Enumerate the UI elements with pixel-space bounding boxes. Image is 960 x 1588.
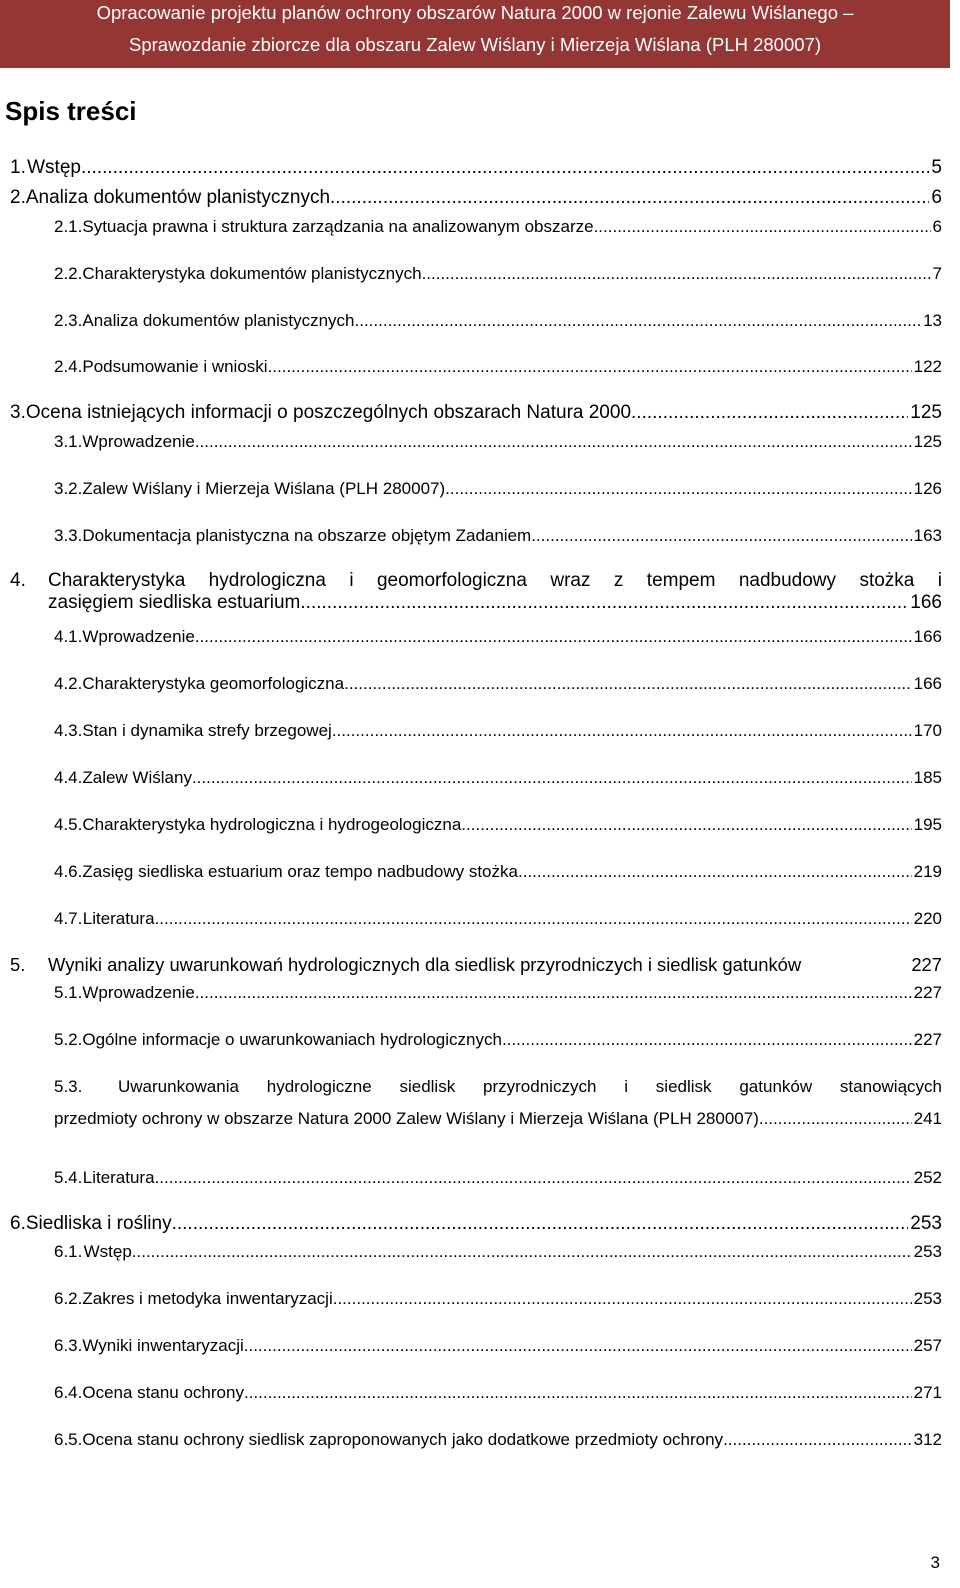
toc-entry-number: 4.4. <box>54 768 83 787</box>
toc-entry-text: Zakres i metodyka inwentaryzacji <box>82 1289 333 1308</box>
toc-entry-number: 4.1. <box>54 627 83 646</box>
toc-entry-text: Wyniki analizy uwarunkowań hydrologicznych dla siedlisk przyrodniczych i siedlisk gatunków <box>48 954 802 975</box>
toc-entry[interactable] <box>0 570 942 614</box>
toc-entry-page: 6 <box>931 187 942 208</box>
toc-entry-page: 227 <box>913 983 942 1002</box>
toc-title: Spis treści <box>5 96 137 126</box>
toc-entry-text: Charakterystyka dokumentów planistycznych <box>82 264 422 283</box>
toc-entry[interactable] <box>0 674 942 694</box>
toc-entry-page: 125 <box>913 432 942 451</box>
toc-entry-number: 5.4. <box>54 1168 83 1187</box>
toc-entry-number: 2.2. <box>54 264 83 283</box>
toc-entry[interactable] <box>0 479 942 499</box>
toc-entry-text: Dokumentacja planistyczna na obszarze objętym Zadaniem <box>82 526 532 545</box>
toc-entry-page: 126 <box>913 479 942 498</box>
toc-entry-number: 5.3. <box>54 1077 83 1096</box>
toc-entry-page: 253 <box>913 1242 942 1261</box>
toc-entry-text-line-2: zasięgiem siedliska estuarium <box>48 592 301 613</box>
toc-entry[interactable] <box>0 217 942 237</box>
toc-entry-page: 125 <box>910 402 942 423</box>
toc-entry-text: Zalew Wiślany <box>82 768 192 787</box>
toc-entry-number: 6.2. <box>54 1289 83 1308</box>
toc-entry-number: 5.2. <box>54 1030 83 1049</box>
toc-entry-text: Wstęp <box>27 157 81 178</box>
toc-entry[interactable] <box>0 157 942 179</box>
toc-entry-page: 122 <box>913 357 942 376</box>
toc-entry-text: Siedliska i rośliny <box>25 1213 172 1234</box>
toc-entry-number: 5.1. <box>54 983 83 1002</box>
toc-entry[interactable] <box>0 402 942 424</box>
toc-entry-text-line-1: Charakterystyka hydrologiczna i geomorfologiczna wraz z tempem nadbudowy stożka i <box>48 570 942 591</box>
toc-entry[interactable] <box>0 815 942 835</box>
toc-entry-number: 2.1. <box>54 217 83 236</box>
toc-entry-text: Charakterystyka geomorfologiczna <box>82 674 345 693</box>
toc-entry-page: 257 <box>913 1336 942 1355</box>
toc-entry-text: Charakterystyka hydrologiczna i hydrogeologiczna <box>82 815 462 834</box>
toc-entry-text: Literatura <box>82 909 155 928</box>
toc-entry-text: Wprowadzenie <box>82 432 195 451</box>
toc-entry-page: 241 <box>913 1109 942 1128</box>
toc-entry-text: Zalew Wiślany i Mierzeja Wiślana (PLH 280007) <box>82 479 446 498</box>
toc-entry-number: 4.6. <box>54 862 83 881</box>
header-line-1: Opracowanie projektu planów ochrony obszarów Natura 2000 w rejonie Zalewu Wiślanego – <box>96 2 854 23</box>
toc-entry-number: 4.3. <box>54 721 83 740</box>
toc-entry-page: 13 <box>923 311 942 330</box>
toc-entry-text: Stan i dynamika strefy brzegowej <box>82 721 332 740</box>
toc-entry-text: Wstęp <box>83 1242 132 1261</box>
toc-entry-number: 5. <box>10 954 26 975</box>
toc-entry[interactable] <box>0 862 942 882</box>
toc-entry-number: 2. <box>10 187 26 208</box>
toc-entry-page: 163 <box>913 526 942 545</box>
toc-entry-text: Wprowadzenie <box>82 983 195 1002</box>
toc-entry[interactable] <box>0 526 942 546</box>
toc-entry[interactable] <box>0 1030 942 1050</box>
toc-entry-page: 6 <box>932 217 942 236</box>
toc-entry-number: 6.3. <box>54 1336 83 1355</box>
toc-entry-page: 185 <box>913 768 942 787</box>
toc-entry-number: 6. <box>10 1213 26 1234</box>
toc-entry[interactable] <box>0 264 942 284</box>
page-number: 3 <box>930 1553 940 1572</box>
toc-entry[interactable] <box>0 909 942 929</box>
toc-entry[interactable] <box>0 1213 942 1235</box>
toc-entry-page: 166 <box>910 592 942 613</box>
toc-entry[interactable] <box>0 1077 942 1129</box>
toc-entry-text: Wyniki inwentaryzacji <box>82 1336 244 1355</box>
toc-entry[interactable] <box>0 627 942 647</box>
header-line-2: Sprawozdanie zbiorcze dla obszaru Zalew Wiślany i Mierzeja Wiślana (PLH 280007) <box>129 34 821 55</box>
toc-entry-page: 220 <box>913 909 942 928</box>
toc-entry-number: 6.1. <box>54 1242 83 1261</box>
toc-entry-text: Sytuacja prawna i struktura zarządzania na analizowanym obszarze <box>82 217 594 236</box>
toc-entry-number: 4.7. <box>54 909 83 928</box>
toc-entry-number: 3.2. <box>54 479 83 498</box>
toc-entry-page: 271 <box>913 1383 942 1402</box>
toc-entry-page: 7 <box>932 264 942 283</box>
toc-entry-text: Zasięg siedliska estuarium oraz tempo nadbudowy stożka <box>82 862 518 881</box>
toc-entry-number: 2.4. <box>54 357 83 376</box>
toc-entry-text-line-1: Uwarunkowania hydrologiczne siedlisk przyrodniczych i siedlisk gatunków stanowiących <box>118 1077 942 1096</box>
toc-entry-number: 4.5. <box>54 815 83 834</box>
toc-entry-page: 253 <box>913 1289 942 1308</box>
toc-entry-number: 1. <box>10 157 26 178</box>
toc-entry-text: Analiza dokumentów planistycznych <box>25 187 331 208</box>
toc-entry[interactable] <box>0 432 942 452</box>
toc-entry[interactable] <box>0 1289 942 1309</box>
toc-entry-number: 3. <box>10 402 26 423</box>
document-header <box>0 0 950 68</box>
toc-entry-number: 2.3. <box>54 311 83 330</box>
toc-entry-page: 312 <box>913 1430 942 1449</box>
toc-entry[interactable] <box>0 1430 942 1450</box>
toc-entry-page: 166 <box>913 674 942 693</box>
toc-entry-text: Ocena istniejących informacji o poszczególnych obszarach Natura 2000 <box>25 402 632 423</box>
toc-entry-text: Podsumowanie i wnioski <box>82 357 268 376</box>
toc-entry-page: 252 <box>913 1168 942 1187</box>
toc-entry-page: 227 <box>911 954 942 975</box>
toc-entry[interactable] <box>0 357 942 377</box>
toc-entry-page: 195 <box>913 815 942 834</box>
toc-entry-page: 227 <box>913 1030 942 1049</box>
toc-entry[interactable] <box>0 721 942 741</box>
toc-entry-number: 6.4. <box>54 1383 83 1402</box>
toc-entry-text: Literatura <box>82 1168 155 1187</box>
toc-entry-number: 6.5. <box>54 1430 83 1449</box>
toc-entry[interactable] <box>0 187 942 209</box>
toc-entry-page: 253 <box>910 1213 942 1234</box>
toc-entry-page: 170 <box>913 721 942 740</box>
toc-entry-number: 4.2. <box>54 674 83 693</box>
toc-entry[interactable] <box>0 954 942 976</box>
toc-entry[interactable] <box>0 1242 942 1262</box>
toc-entry-text: Wprowadzenie <box>82 627 195 646</box>
toc-entry-text: Ocena stanu ochrony <box>82 1383 244 1402</box>
toc-entry-page: 166 <box>913 627 942 646</box>
toc-entry-text: Ocena stanu ochrony siedlisk zaproponowanych jako dodatkowe przedmioty ochrony <box>82 1430 724 1449</box>
toc-entry[interactable] <box>0 1336 942 1356</box>
toc-entry[interactable] <box>0 311 942 331</box>
toc-entry[interactable] <box>0 1168 942 1188</box>
toc-entry[interactable] <box>0 1383 942 1403</box>
toc-entry-number: 3.3. <box>54 526 83 545</box>
toc-entry[interactable] <box>0 768 942 788</box>
toc-entry-number: 3.1. <box>54 432 83 451</box>
toc-entry-page: 219 <box>913 862 942 881</box>
toc-entry-text: Ogólne informacje o uwarunkowaniach hydrologicznych <box>82 1030 502 1049</box>
toc-entry-number: 4. <box>10 570 26 591</box>
toc-entry[interactable] <box>0 983 942 1003</box>
toc-entry-page: 5 <box>931 157 942 178</box>
toc-entry-text-line-2: przedmioty ochrony w obszarze Natura 2000 Zalew Wiślany i Mierzeja Wiślana (PLH 280007) <box>54 1109 759 1128</box>
toc-entry-text: Analiza dokumentów planistycznych <box>82 311 355 330</box>
